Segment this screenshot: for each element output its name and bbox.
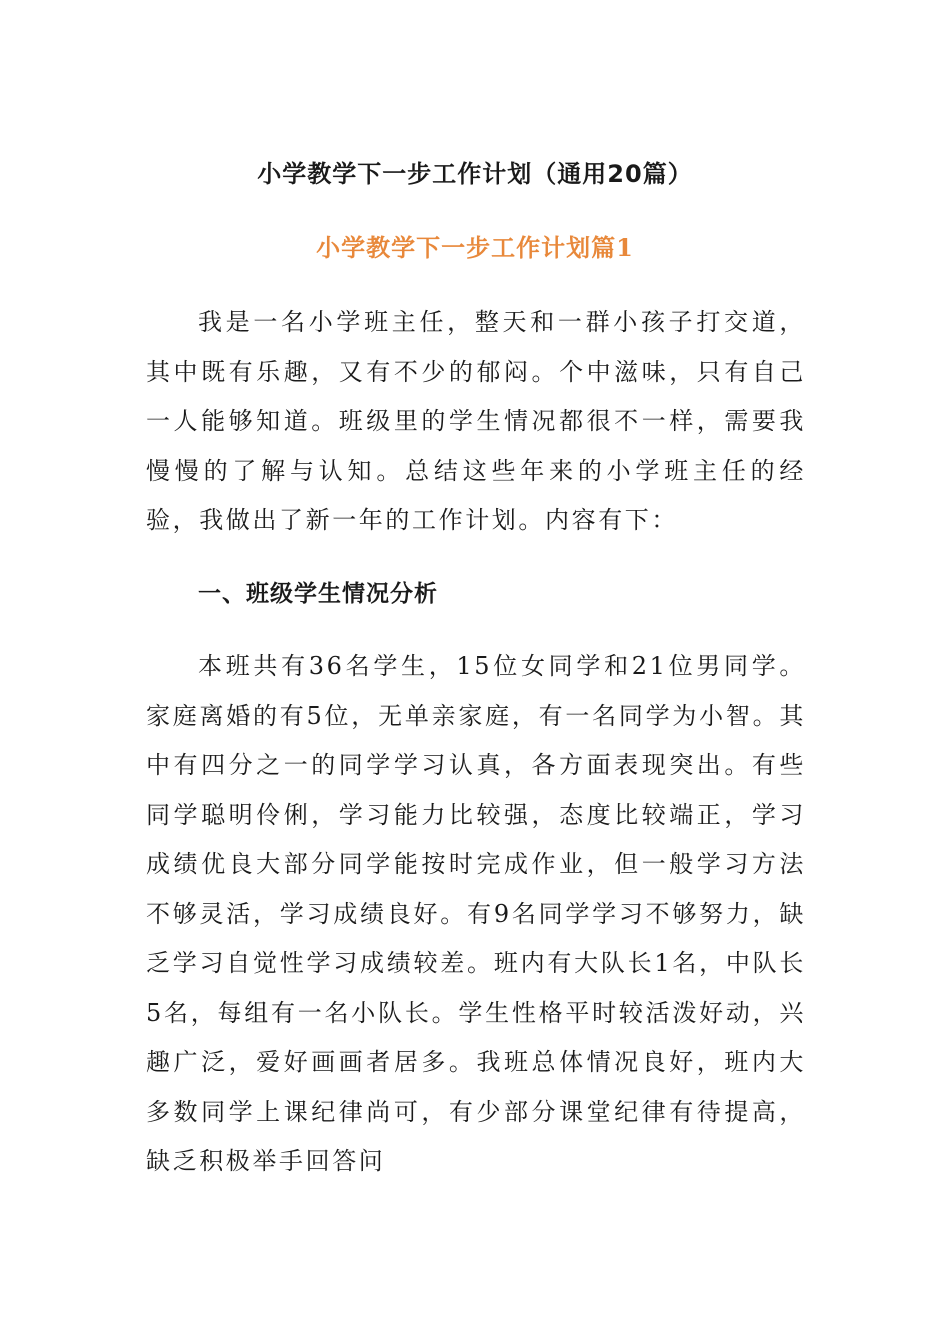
section-title: 小学教学下一步工作计划篇1 <box>316 233 634 262</box>
document-title: 小学教学下一步工作计划（通用20篇） <box>257 160 693 188</box>
intro-paragraph: 我是一名小学班主任，整天和一群小孩子打交道，其中既有乐趣，又有不少的郁闷。个中滋味，只有自己一人能够知道。班级里的学生情况都很不一样，需要我慢慢的了解与认知。总结这些年来的小学班主任的经验，我做出了新一年的工作计划。内容有下： <box>146 308 806 534</box>
analysis-paragraph: 本班共有36名学生，15位女同学和21位男同学。家庭离婚的有5位，无单亲家庭，有一名同学为小智。其中有四分之一的同学学习认真，各方面表现突出。有些同学聪明伶俐，学习能力比较强，态度比较端正，学习成绩优良大部分同学能按时完成作业，但一般学习方法不够灵活，学习成绩良好。有9名同学学习不够努力，缺乏学习自觉性学习成绩较差。班内有大队长1名，中队长5名，每组有一名小队长。学生性格平时较活泼好动，兴趣广泛，爱好画画者居多。我班总体情况良好，班内大多数同学上课纪律尚可，有少部分课堂纪律有待提高，缺乏积极举手回答问 <box>146 652 806 1175</box>
section-heading: 一、班级学生情况分析 <box>198 581 438 607</box>
